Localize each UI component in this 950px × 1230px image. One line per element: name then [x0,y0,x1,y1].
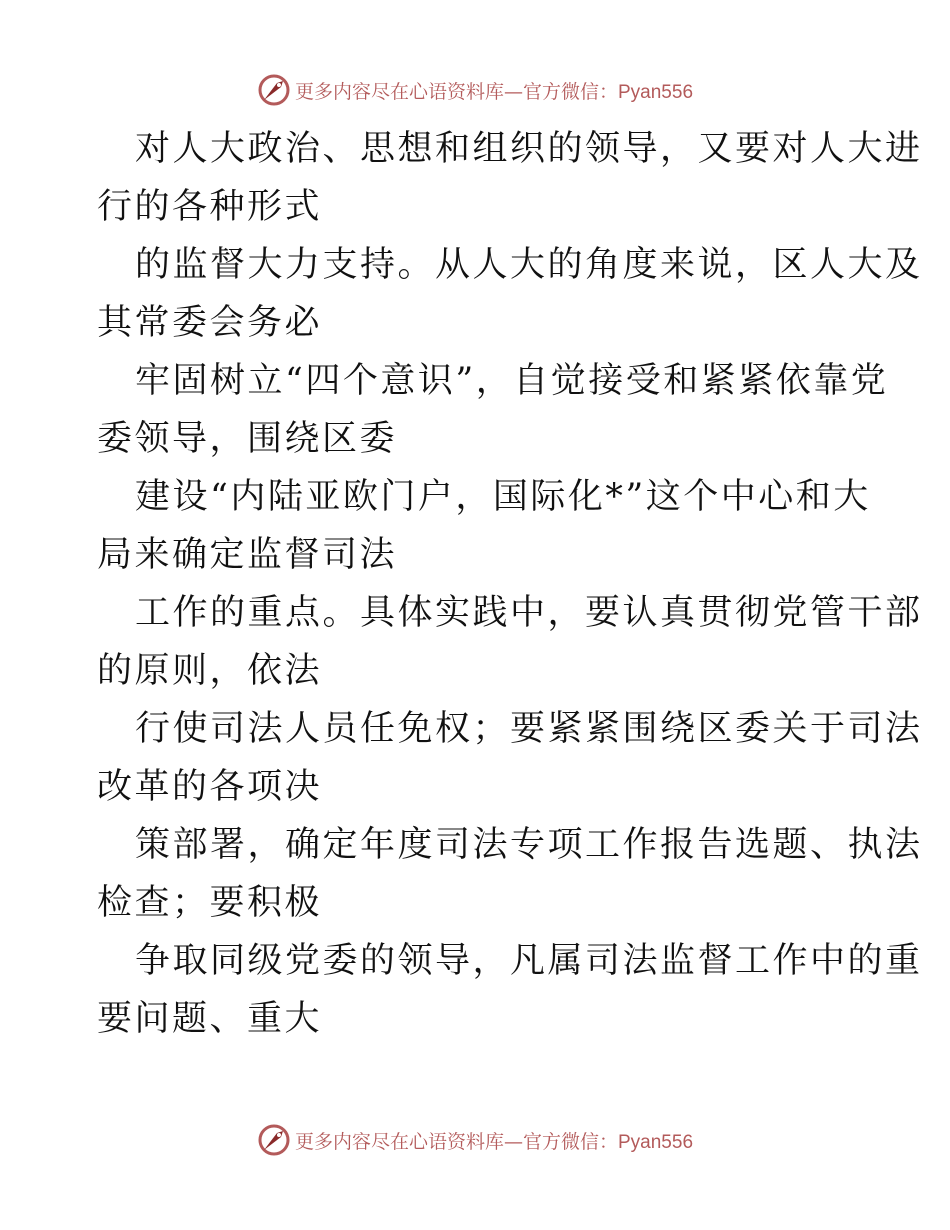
text-line: 行使司法人员任免权；要紧紧围绕区委关于司法 [135,709,923,749]
pen-nib-logo-icon [257,1123,291,1157]
document-body [97,120,923,1048]
footer-banner-text [295,1127,693,1154]
footer-banner-sep: — [503,1130,523,1153]
header-banner-wx-label: 官方微信： [522,80,618,103]
text-line: 建设“内陆亚欧门户，国际化*”这个中心和大 [135,477,871,517]
footer-banner-wx-label: 官方微信： [522,1130,618,1153]
text-line: 的监督大力支持。从人大的角度来说，区人大及 [135,245,923,285]
footer-banner-wx-id: Pyan556 [618,1131,694,1153]
header-banner-text [295,77,693,104]
header-banner-wx-id: Pyan556 [618,81,694,103]
header-banner-main: 更多内容尽在心语资料库 [294,80,504,103]
text-line: 对人大政治、思想和组织的领导，又要对人大进 [135,129,923,169]
text-line: 工作的重点。具体实践中，要认真贯彻党管干部 [135,593,923,633]
pen-nib-logo-icon [257,73,291,107]
text-line: 检查；要积极 [97,883,323,923]
text-line: 策部署，确定年度司法专项工作报告选题、执法 [135,825,923,865]
footer-banner [0,1120,950,1160]
text-line: 局来确定监督司法 [97,535,398,575]
text-line: 委领导，围绕区委 [97,419,398,459]
text-line: 其常委会务必 [97,303,323,343]
footer-banner-main: 更多内容尽在心语资料库 [294,1130,504,1153]
header-banner-sep: — [503,80,523,103]
text-line: 要问题、重大 [97,999,323,1039]
text-line: 改革的各项决 [97,767,323,807]
header-banner [0,70,950,110]
text-line: 行的各种形式 [97,187,323,227]
text-line: 牢固树立“四个意识”，自觉接受和紧紧依靠党 [135,361,889,401]
text-line: 争取同级党委的领导，凡属司法监督工作中的重 [135,941,923,981]
text-line: 的原则，依法 [97,651,323,691]
